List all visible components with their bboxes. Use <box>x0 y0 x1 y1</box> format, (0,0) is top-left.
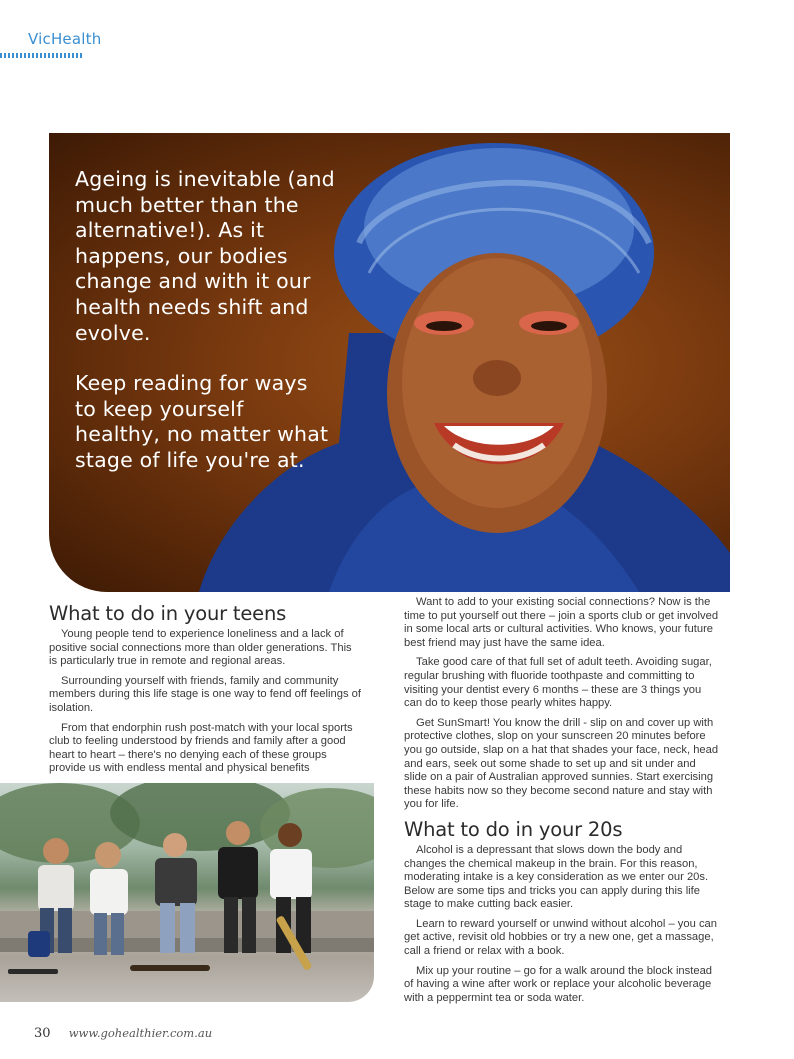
twenties-paragraph: Alcohol is a depressant that slows down the body and changes the chemical makeup in the brain. For this reason, moderating intake is a key consideration as we enter our 20s. Below are some tips and tricks you can apply during this life stage to make cutting back easier. <box>404 843 709 911</box>
twenties-paragraph: Learn to reward yourself or unwind without alcohol – you can get active, revisit old hobbies or try a new one, get a massage, call a friend or relax with a book. <box>404 917 717 958</box>
footer-url: www.gohealthier.com.au <box>68 1026 213 1040</box>
page-number: 30 <box>34 1026 51 1041</box>
twenties-paragraph: Mix up your routine – go for a walk around the block instead of having a wine after work or replace your alcoholic beverage with a peppermint tea or soda water. <box>404 964 713 1004</box>
teens-paragraph: Want to add to your existing social connections? Now is the time to put yourself out there – join a sports club or get involved in some local arts or cultural activities. Who knows, your future best friend may just have the same idea. <box>404 596 719 649</box>
teens-paragraph: Get SunSmart! You know the drill - slip on and cover up with protective clothes, slop on your sunscreen 20 minutes before you go outside, slap on a hat that shades your face, neck, head and ears, seek out some shade to set up and sit under and slide on a pair of Australian approved sunnies. Start exercising these habits now so they become second nature and stay with you for life. <box>404 716 719 811</box>
twenties-heading: What to do in your 20s <box>404 817 623 841</box>
left-column <box>49 602 361 782</box>
page-footer <box>34 1026 212 1041</box>
teens-paragraph: From that endorphin rush post-match with your local sports club to feeling understood by friends and family after a good heart to heart – there's no denying each of these groups provide us with endless mental and physical benefits <box>49 721 353 775</box>
teens-paragraph: Surrounding yourself with friends, family and community members during this life stage is one way to fend off feelings of isolation. <box>49 674 361 714</box>
hero-image <box>49 133 730 592</box>
teens-paragraph: Young people tend to experience loneliness and a lack of positive social connections more than older generations. This is particularly true in remote and regional areas. <box>49 628 352 668</box>
hero-quote <box>75 167 335 499</box>
brand-logo: VicHealth <box>28 30 102 48</box>
teens-heading: What to do in your teens <box>49 602 287 625</box>
teens-paragraph: Take good care of that full set of adult teeth. Avoiding sugar, regular brushing with fluoride toothpaste and committing to visiting your dentist every 6 months – these are 3 things you can do to keep those pearly whites happy. <box>404 656 712 710</box>
hero-quote-cta: Keep reading for ways to keep yourself healthy, no matter what stage of life you're at. <box>75 371 329 472</box>
header-dotted-rule <box>0 53 84 58</box>
skaters-illustration <box>0 783 374 1002</box>
hero-quote-intro: Ageing is inevitable (and much better than the alternative!). As it happens, our bodies change and with it our health needs shift and evolve. <box>75 167 335 345</box>
right-column <box>404 596 720 1011</box>
skaters-photo <box>0 783 374 1002</box>
